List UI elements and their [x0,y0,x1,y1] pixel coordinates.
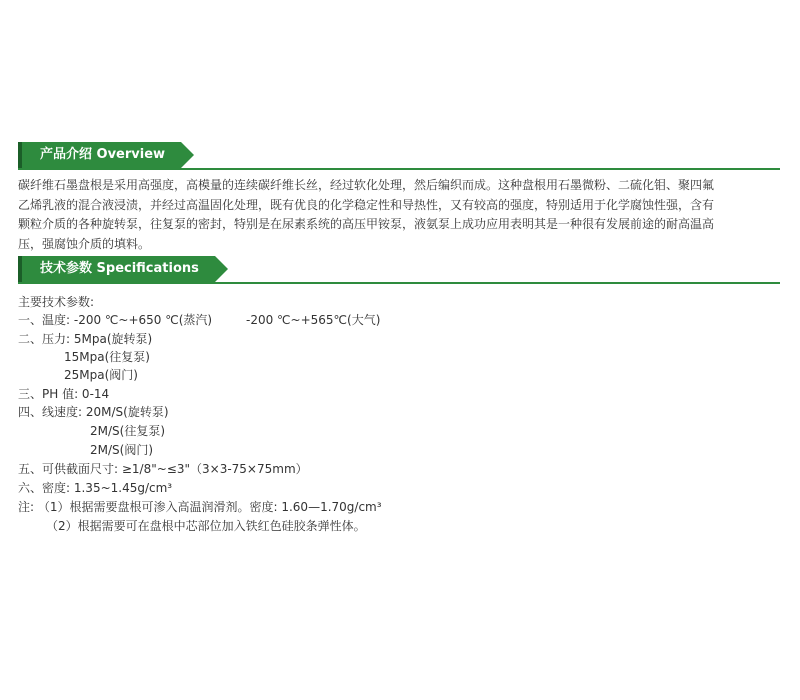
spec-note-1: 注: （1）根据需要盘根可渗入高温润滑剂。密度: 1.60—1.70g/cm³ [18,500,382,514]
spec-speed-rotary: 四、线速度: 20M/S(旋转泵) [18,405,169,419]
tab-arrow-icon [215,256,228,282]
overview-section-header [18,142,780,170]
specs-section-header [18,256,780,284]
spec-density: 六、密度: 1.35~1.45g/cm³ [18,481,173,495]
spec-size: 五、可供截面尺寸: ≥1/8"~≤3"（3×3-75×75mm） [18,462,308,476]
spec-pressure-reciprocating: 15Mpa(往复泵) [64,350,150,364]
overview-title: 产品介绍 Overview [40,147,166,162]
overview-paragraph: 碳纤维石墨盘根是采用高强度，高模量的连续碳纤维长丝，经过软化处理，然后编织而成。这种盘根用石墨微粉、二硫化钼、聚四氟乙烯乳液的混合液浸渍，并经过高温固化处理，既有优良的化学稳定性和导热性，又有较高的强度，特别适用于化学腐蚀性强，含有颗粒介质的各种旋转泵，往复泵的密封，特别是在尿素系统的高压甲铵泵，液氨泵上成功应用表明其是一种很有发展前途的耐高温高压，强腐蚀介质的填料。 [18,178,715,251]
specs-tab [18,256,215,282]
tab-accent-bar [18,256,22,282]
specs-title: 技术参数 Specifications [40,261,199,276]
spec-temperature-steam: 一、温度: -200 ℃~+650 ℃(蒸汽) [18,313,213,327]
spec-pressure-valve: 25Mpa(阀门) [64,368,138,382]
tab-accent-bar [18,142,22,168]
spec-temperature-air: -200 ℃~+565℃(大气) [246,313,381,327]
spec-ph: 三、PH 值: 0-14 [18,387,110,401]
tab-arrow-icon [181,142,194,168]
spec-speed-reciprocating: 2M/S(往复泵) [90,424,166,438]
overview-tab [18,142,181,168]
specs-intro: 主要技术参数: [18,295,95,309]
spec-note-2: （2）根据需要可在盘根中芯部位加入铁红色硅胶条弹性体。 [46,519,366,533]
spec-pressure-rotary: 二、压力: 5Mpa(旋转泵) [18,332,153,346]
spec-speed-valve: 2M/S(阀门) [90,443,154,457]
